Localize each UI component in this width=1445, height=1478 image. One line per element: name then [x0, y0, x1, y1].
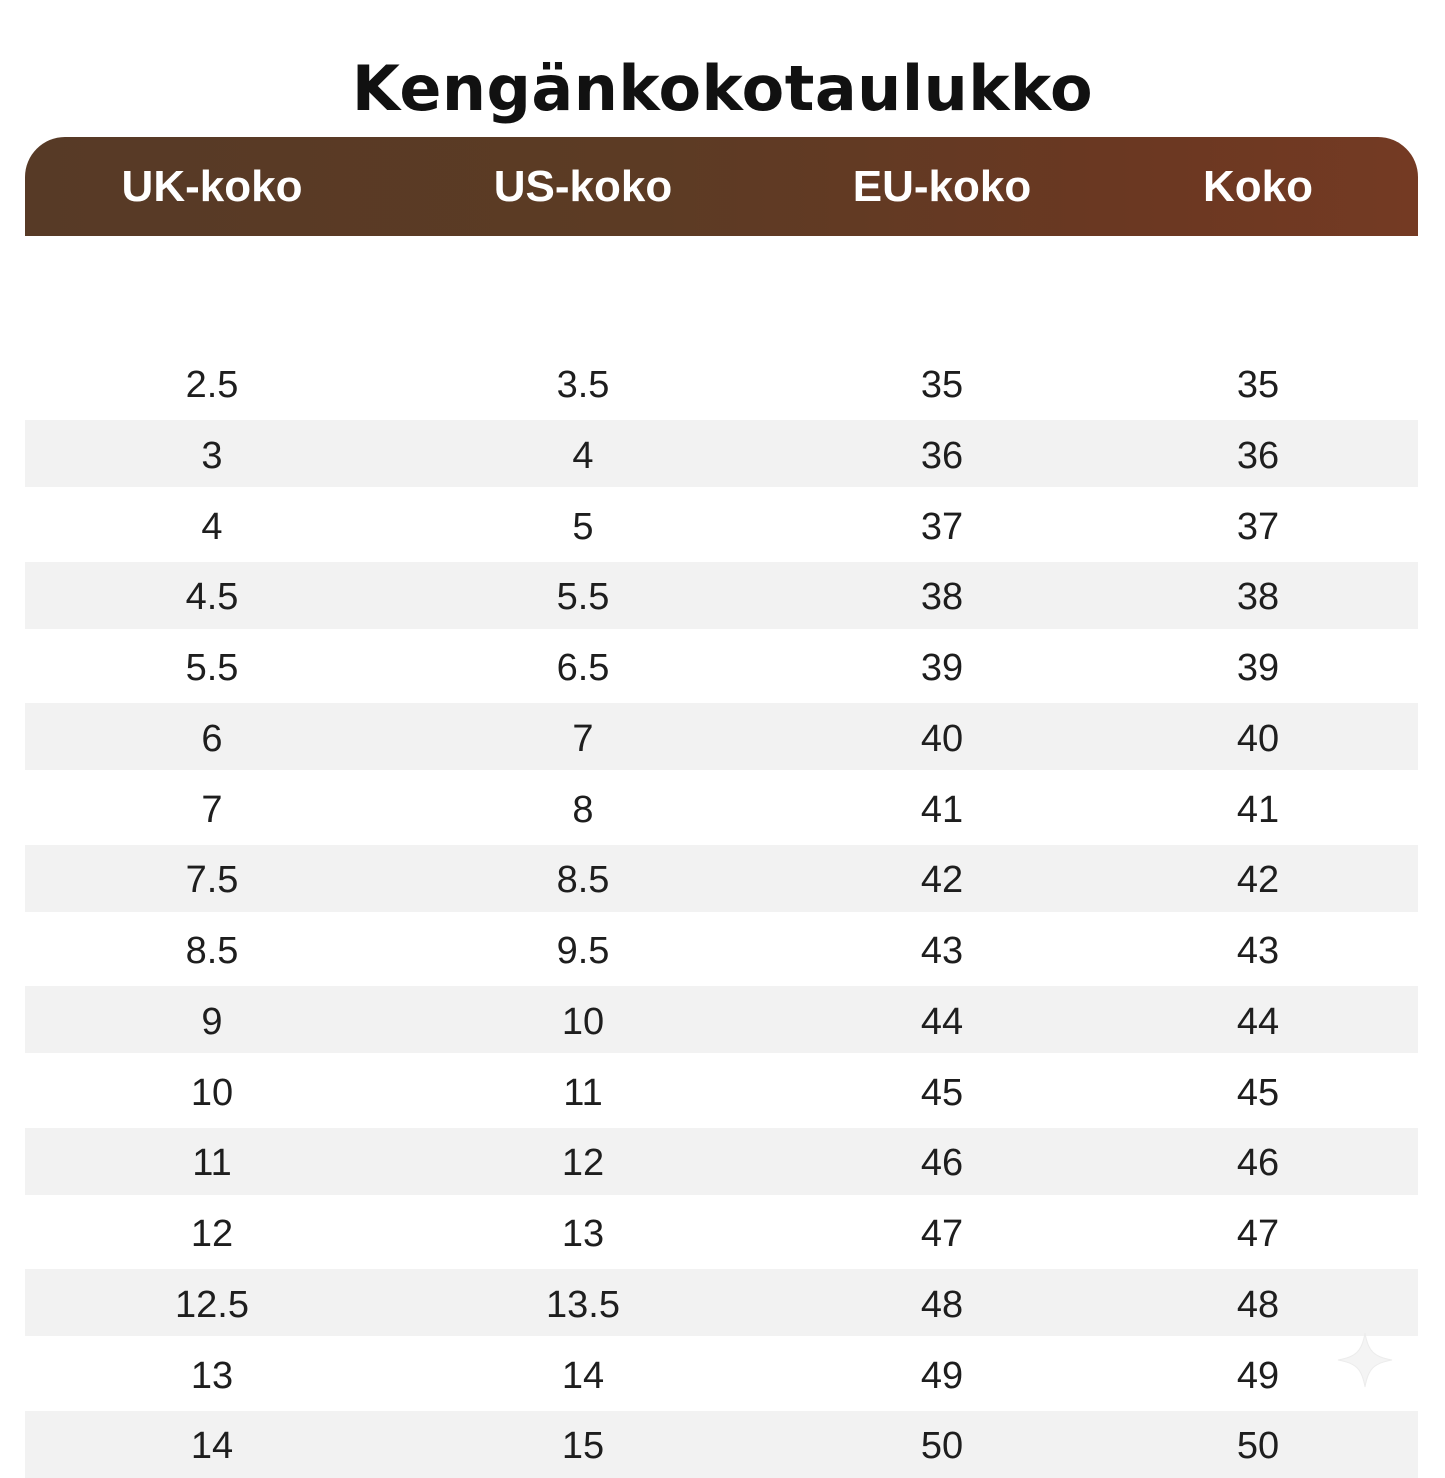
cell-size: 41: [1236, 788, 1280, 831]
cell-uk: 7: [201, 788, 223, 831]
cell-uk: 3: [201, 434, 223, 477]
table-row: [25, 1411, 1418, 1478]
header-uk-size: UK-koko: [121, 162, 303, 211]
cell-size: 48: [1236, 1283, 1280, 1326]
cell-eu: 46: [920, 1142, 964, 1185]
cell-uk: 13: [190, 1354, 234, 1397]
cell-eu: 40: [920, 717, 964, 760]
cell-us: 8: [572, 788, 594, 831]
cell-us: 14: [561, 1354, 605, 1397]
cell-us: 5: [572, 505, 594, 548]
cell-uk: 7.5: [185, 859, 239, 902]
cell-uk: 4.5: [185, 576, 239, 619]
cell-uk: 12.5: [175, 1283, 249, 1326]
cell-us: 12: [561, 1142, 605, 1185]
cell-size: 42: [1236, 859, 1280, 902]
cell-us: 13: [561, 1213, 605, 1255]
cell-us: 9.5: [556, 930, 610, 972]
cell-eu: 41: [920, 788, 964, 831]
table-row: [25, 1199, 1418, 1266]
cell-eu: 49: [920, 1354, 964, 1397]
cell-size: 47: [1236, 1213, 1280, 1255]
size-table: [25, 137, 1418, 1468]
cell-us: 8.5: [556, 859, 610, 902]
cell-us: 7: [572, 717, 594, 760]
cell-us: 6.5: [556, 647, 610, 689]
cell-eu: 50: [920, 1425, 964, 1468]
cell-eu: 39: [920, 647, 964, 689]
cell-size: 46: [1236, 1142, 1280, 1185]
page-title: Kengänkokotaulukko: [351, 52, 1094, 125]
cell-size: 39: [1236, 647, 1280, 689]
table-row: [25, 774, 1418, 841]
cell-eu: 44: [920, 1000, 964, 1043]
table-row: [25, 491, 1418, 558]
cell-us: 5.5: [556, 576, 610, 619]
table-row: [25, 1340, 1418, 1407]
cell-size: 38: [1236, 576, 1280, 619]
cell-uk: 11: [192, 1142, 232, 1185]
cell-uk: 2.5: [185, 364, 239, 406]
cell-us: 11: [563, 1071, 603, 1114]
table-row: [25, 845, 1418, 912]
cell-uk: 10: [190, 1071, 234, 1114]
cell-us: 3.5: [556, 364, 610, 406]
cell-size: 50: [1236, 1425, 1280, 1468]
cell-us: 13.5: [546, 1283, 620, 1326]
cell-eu: 37: [920, 505, 964, 548]
cell-size: 40: [1236, 717, 1280, 760]
table-row: [25, 986, 1418, 1053]
cell-size: 44: [1236, 1000, 1280, 1043]
header-size: Koko: [1203, 162, 1313, 211]
table-row: [25, 562, 1418, 629]
cell-uk: 6: [201, 717, 223, 760]
cell-us: 10: [561, 1000, 605, 1043]
table-row: [25, 703, 1418, 770]
sparkle-icon: [1330, 1325, 1400, 1395]
header-us-size: US-koko: [493, 162, 673, 211]
cell-us: 4: [572, 434, 594, 477]
cell-uk: 12: [190, 1213, 234, 1255]
cell-size: 36: [1236, 434, 1280, 477]
cell-size: 49: [1236, 1354, 1280, 1397]
table-row: [25, 236, 1418, 421]
cell-uk: 9: [201, 1000, 223, 1043]
table-row: [25, 420, 1418, 487]
cell-eu: 47: [920, 1213, 964, 1255]
cell-eu: 45: [920, 1071, 964, 1114]
header-eu-size: EU-koko: [852, 162, 1032, 211]
cell-size: 37: [1236, 505, 1280, 548]
table-row: [25, 916, 1418, 983]
cell-uk: 4: [201, 505, 223, 548]
cell-us: 15: [561, 1425, 605, 1468]
table-row: [25, 1128, 1418, 1195]
cell-size: 43: [1236, 930, 1280, 972]
table-row: [25, 1269, 1418, 1336]
cell-size: 45: [1236, 1071, 1280, 1114]
cell-eu: 38: [920, 576, 964, 619]
cell-uk: 8.5: [185, 930, 239, 972]
cell-eu: 42: [920, 859, 964, 902]
table-row: [25, 1057, 1418, 1124]
cell-eu: 48: [920, 1283, 964, 1326]
cell-size: 35: [1236, 364, 1280, 406]
cell-uk: 14: [190, 1425, 234, 1468]
table-row: [25, 633, 1418, 700]
cell-eu: 36: [920, 434, 964, 477]
table-header: [25, 137, 1418, 236]
cell-uk: 5.5: [185, 647, 239, 689]
cell-eu: 35: [920, 364, 964, 406]
cell-eu: 43: [920, 930, 964, 972]
